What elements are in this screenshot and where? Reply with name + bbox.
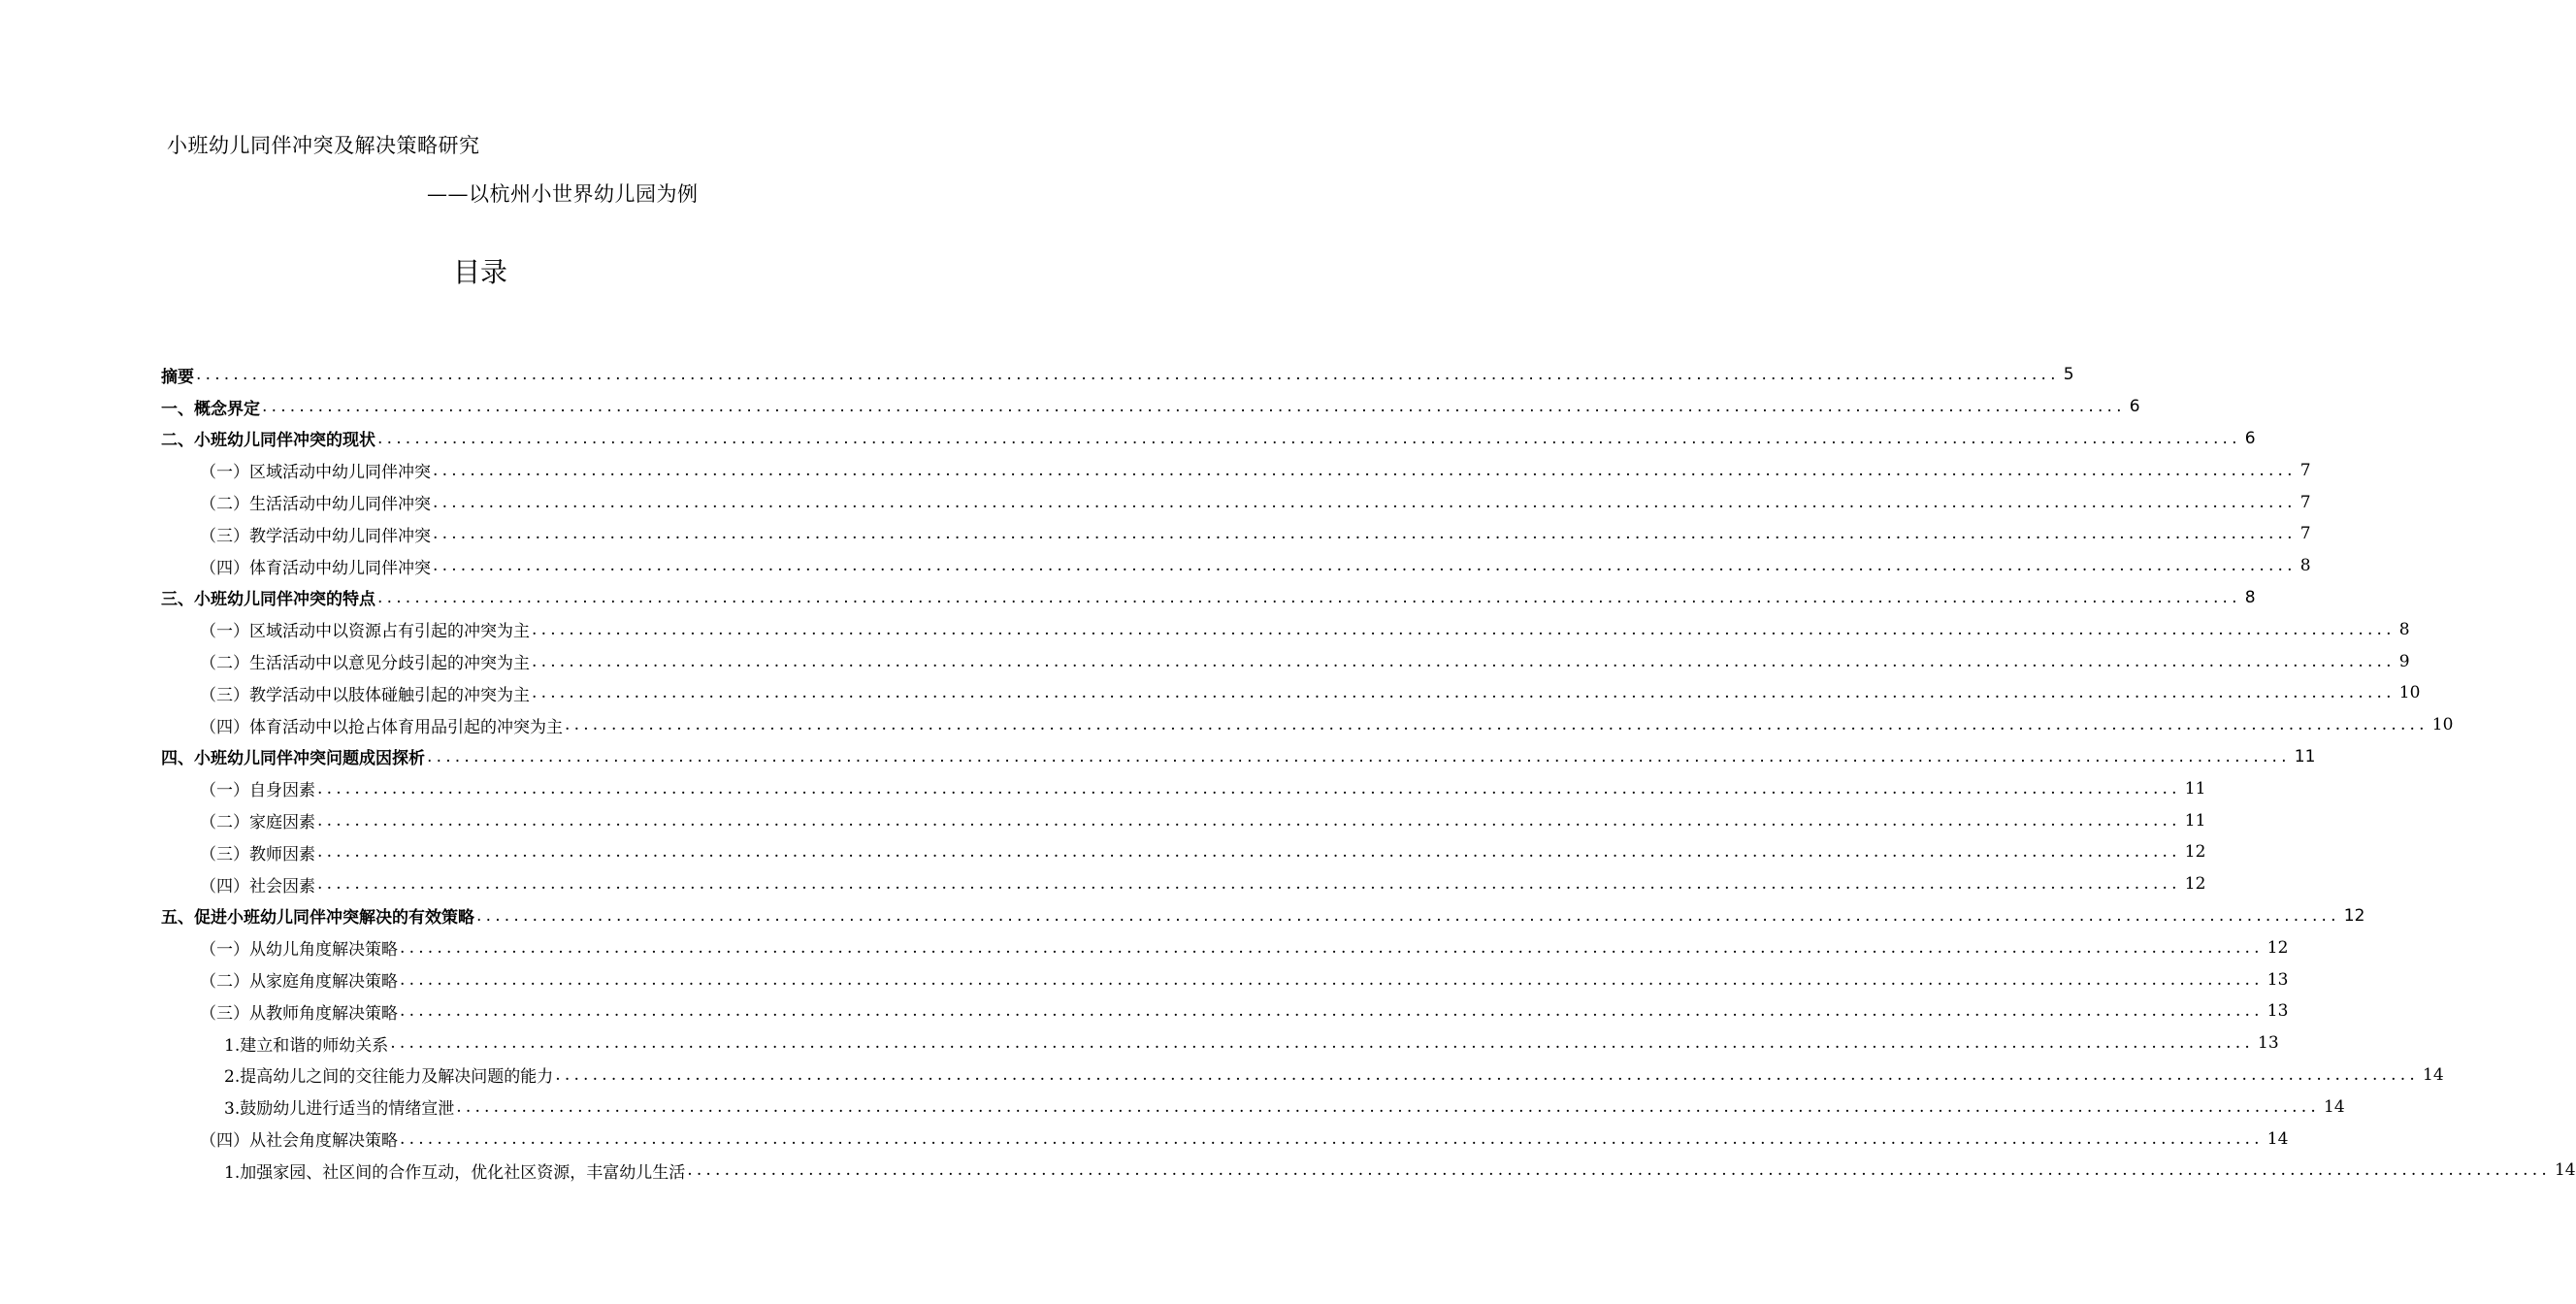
toc-entry-page-number: 14 [2324,1096,2345,1117]
toc-dot-leader: ........................................................................................................................................................................................................ [687,1160,2551,1181]
toc-entry-page-number: 12 [2343,905,2365,926]
toc-entry[interactable] [0,582,2256,614]
toc-entry-page-number: 13 [2266,969,2289,990]
toc-entry-label: （一）自身因素 [200,781,315,801]
toc-entry[interactable] [0,900,2365,932]
toc-dot-leader: ........................................................................................................................................................................................................ [317,778,2181,799]
toc-entry-page-number: 13 [2266,1001,2289,1022]
toc-entry[interactable] [0,804,2206,836]
toc-entry-page-number: 8 [2244,587,2256,607]
toc-dot-leader: ........................................................................................................................................................................................................ [317,874,2181,895]
toc-entry-page-number: 13 [2258,1033,2279,1054]
toc-dot-leader: ........................................................................................................................................................................................................ [400,1001,2264,1022]
toc-entry-label: （四）社会因素 [200,876,315,896]
toc-entry-label: （四）体育活动中以抢占体育用品引起的冲突为主 [200,717,563,737]
toc-entry-label: （二）生活活动中幼儿同伴冲突 [200,495,431,515]
toc-entry-label: （二）从家庭角度解决策略 [200,972,398,993]
toc-entry-label: （一）从幼儿角度解决策略 [200,940,398,961]
toc-entry[interactable] [0,1091,2345,1123]
toc-entry-page-number: 10 [2398,683,2421,703]
toc-entry[interactable] [0,931,2289,963]
toc-entry-label: 摘要 [161,367,194,387]
toc-entry[interactable] [0,613,2410,645]
toc-entry[interactable] [0,1060,2444,1092]
toc-entry[interactable] [0,1155,2576,1187]
toc-entry-label: （三）从教师角度解决策略 [200,1003,398,1024]
toc-entry-label: （一）区域活动中幼儿同伴冲突 [200,463,431,483]
toc-dot-leader: ........................................................................................................................................................................................................ [476,905,2340,926]
toc-entry-label: 1.建立和谐的师幼关系 [224,1035,389,1056]
toc-dot-leader: ........................................................................................................................................................................................................ [433,492,2297,512]
toc-dot-leader: ........................................................................................................................................................................................................ [532,683,2396,703]
toc-entry-page-number: 12 [2266,937,2289,958]
toc-entry[interactable] [0,486,2311,518]
toc-entry[interactable] [0,1027,2279,1060]
toc-entry-label: 1.加强家园、社区间的合作互动，优化社区资源，丰富幼儿生活 [224,1162,686,1183]
toc-entry-label: 二、小班幼儿同伴冲突的现状 [161,431,375,451]
toc-entry-page-number: 10 [2431,715,2454,735]
toc-entry-page-number: 11 [2184,778,2206,799]
toc-entry-page-number: 14 [2554,1160,2576,1181]
toc-entry[interactable] [0,359,2074,391]
toc-dot-leader: ........................................................................................................................................................................................................ [433,460,2297,480]
toc-entry[interactable] [0,963,2289,995]
toc-dot-leader: ........................................................................................................................................................................................................ [317,810,2181,831]
toc-entry[interactable] [0,1123,2289,1155]
toc-entry-page-number: 7 [2299,492,2311,512]
toc-dot-leader: ........................................................................................................................................................................................................ [555,1064,2419,1085]
toc-dot-leader: ........................................................................................................................................................................................................ [427,746,2291,766]
toc-heading: 目录 [452,256,507,288]
toc-entry-label: （四）从社会角度解决策略 [200,1131,398,1152]
toc-entry[interactable] [0,741,2316,773]
toc-dot-leader: ........................................................................................................................................................................................................ [400,1128,2264,1149]
toc-entry-label: （三）教学活动中幼儿同伴冲突 [200,526,431,546]
toc-entry-page-number: 11 [2294,746,2316,766]
toc-entry[interactable] [0,995,2289,1027]
document-subtitle: ——以杭州小世界幼儿园为例 [427,182,699,206]
toc-entry-label: 四、小班幼儿同伴冲突问题成因探析 [161,749,425,769]
toc-entry-page-number: 12 [2184,842,2206,863]
toc-entry-label: （四）体育活动中幼儿同伴冲突 [200,558,431,578]
toc-dot-leader: ........................................................................................................................................................................................................ [433,524,2297,544]
toc-entry-page-number: 8 [2299,556,2311,576]
toc-entry[interactable] [0,772,2206,804]
toc-entry[interactable] [0,709,2454,741]
toc-entry-page-number: 8 [2398,619,2410,639]
toc-dot-leader: ........................................................................................................................................................................................................ [532,651,2396,671]
toc-entry[interactable] [0,868,2206,900]
table-of-contents [0,359,2576,1187]
toc-entry-label: （三）教师因素 [200,844,315,864]
toc-dot-leader: ........................................................................................................................................................................................................ [433,556,2297,576]
toc-entry[interactable] [0,454,2311,486]
toc-dot-leader: ........................................................................................................................................................................................................ [400,937,2264,958]
toc-entry-page-number: 9 [2398,651,2410,671]
toc-entry[interactable] [0,677,2421,709]
toc-dot-leader: ........................................................................................................................................................................................................ [565,715,2429,735]
toc-dot-leader: ........................................................................................................................................................................................................ [400,969,2264,990]
toc-entry-label: （一）区域活动中以资源占有引起的冲突为主 [200,622,530,642]
toc-entry[interactable] [0,423,2256,455]
toc-dot-leader: ........................................................................................................................................................................................................ [532,619,2396,639]
toc-entry-label: 2.提高幼儿之间的交往能力及解决问题的能力 [224,1067,554,1088]
toc-entry-page-number: 11 [2184,810,2206,831]
toc-dot-leader: ........................................................................................................................................................................................................ [377,428,2241,448]
toc-entry-label: 3.鼓励幼儿进行适当的情绪宣泄 [224,1099,455,1120]
toc-entry-page-number: 7 [2299,524,2311,544]
document-title: 小班幼儿同伴冲突及解决策略研究 [167,134,480,157]
toc-entry-page-number: 12 [2184,874,2206,895]
toc-entry[interactable] [0,550,2311,582]
toc-dot-leader: ........................................................................................................................................................................................................ [377,587,2241,607]
toc-entry-page-number: 14 [2266,1128,2289,1149]
toc-entry-page-number: 7 [2299,460,2311,480]
toc-dot-leader: ........................................................................................................................................................................................................ [390,1033,2254,1054]
toc-dot-leader: ........................................................................................................................................................................................................ [317,842,2181,863]
toc-entry[interactable] [0,391,2140,423]
toc-entry-page-number: 6 [2129,397,2140,417]
toc-entry-label: 一、概念界定 [161,399,260,419]
toc-entry[interactable] [0,645,2410,677]
toc-entry-page-number: 5 [2063,365,2074,385]
toc-entry-page-number: 14 [2423,1064,2444,1085]
toc-entry-label: （二）家庭因素 [200,813,315,833]
toc-dot-leader: ........................................................................................................................................................................................................ [196,365,2060,385]
toc-entry[interactable] [0,836,2206,868]
toc-entry[interactable] [0,518,2311,550]
toc-dot-leader: ........................................................................................................................................................................................................ [262,397,2126,417]
toc-entry-label: （二）生活活动中以意见分歧引起的冲突为主 [200,654,530,674]
toc-dot-leader: ........................................................................................................................................................................................................ [456,1096,2320,1117]
toc-entry-label: 五、促进小班幼儿同伴冲突解决的有效策略 [161,908,474,929]
toc-entry-page-number: 6 [2244,428,2256,448]
toc-entry-label: 三、小班幼儿同伴冲突的特点 [161,590,375,610]
toc-entry-label: （三）教学活动中以肢体碰触引起的冲突为主 [200,685,530,705]
